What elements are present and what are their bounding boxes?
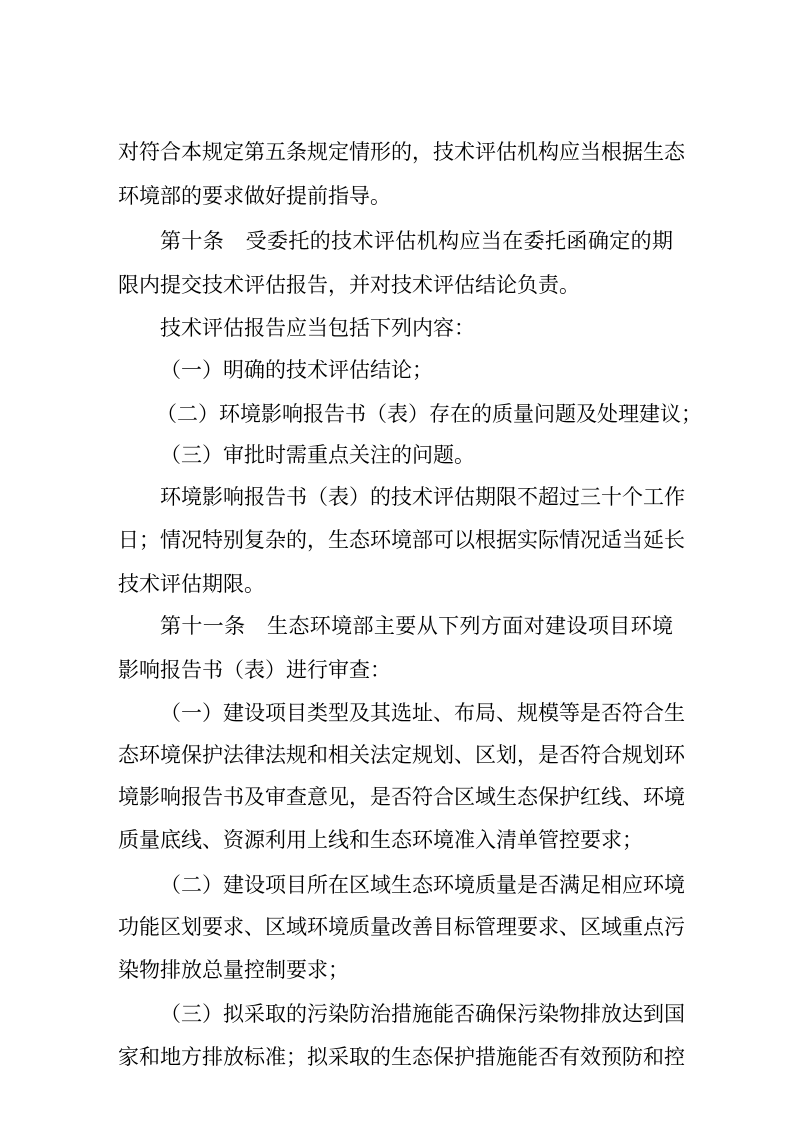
text-line: 技术评估期限。 xyxy=(118,572,265,596)
list-item: （一）建设项目类型及其选址、布局、规模等是否符合生 xyxy=(160,701,685,725)
article-heading-line: 第十一条 生态环境部主要从下列方面对建设项目环境 xyxy=(160,614,673,638)
text-line: 环境部的要求做好提前指导。 xyxy=(118,184,391,208)
list-item: （一）明确的技术评估结论； xyxy=(160,358,433,382)
text-line: 质量底线、资源利用上线和生态环境准入清单管控要求； xyxy=(118,828,643,852)
text-line: 技术评估报告应当包括下列内容： xyxy=(160,316,475,340)
text-line: 染物排放总量控制要求； xyxy=(118,958,349,982)
text-line: 功能区划要求、区域环境质量改善目标管理要求、区域重点污 xyxy=(118,915,685,939)
text-line: 环境影响报告书（表）的技术评估期限不超过三十个工作 xyxy=(160,485,685,509)
article-heading-line: 第十条 受委托的技术评估机构应当在委托函确定的期 xyxy=(160,229,673,253)
text-line: 家和地方排放标准；拟采取的生态保护措施能否有效预防和控 xyxy=(118,1045,685,1069)
text-line: 限内提交技术评估报告，并对技术评估结论负责。 xyxy=(118,273,580,297)
text-line: 影响报告书（表）进行审查： xyxy=(118,658,391,682)
list-item: （二）环境影响报告书（表）存在的质量问题及处理建议； xyxy=(156,402,702,426)
text-line: 态环境保护法律法规和相关法定规划、区划，是否符合规划环 xyxy=(118,743,685,767)
list-item: （二）建设项目所在区域生态环境质量是否满足相应环境 xyxy=(160,873,685,897)
list-item: （三）拟采取的污染防治措施能否确保污染物排放达到国 xyxy=(160,1002,685,1026)
text-line: 境影响报告书及审查意见，是否符合区域生态保护红线、环境 xyxy=(118,785,685,809)
text-line: 日；情况特别复杂的，生态环境部可以根据实际情况适当延长 xyxy=(118,528,685,552)
list-item: （三）审批时需重点关注的问题。 xyxy=(160,443,475,467)
text-line: 对符合本规定第五条规定情形的，技术评估机构应当根据生态 xyxy=(118,140,685,164)
